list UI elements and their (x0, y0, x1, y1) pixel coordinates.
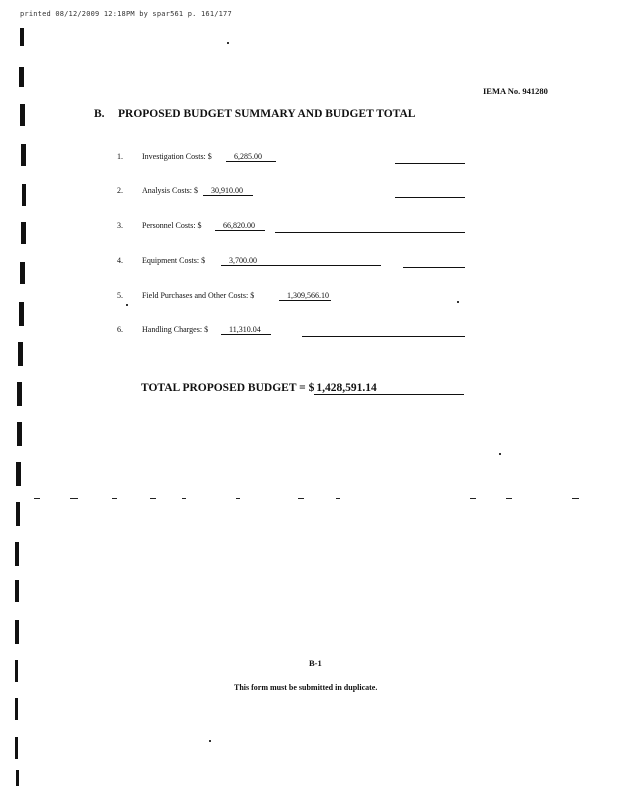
scan-artifact (470, 498, 476, 499)
blank-line (395, 197, 465, 198)
section-title: PROPOSED BUDGET SUMMARY AND BUDGET TOTAL (118, 108, 416, 120)
submission-note: This form must be submitted in duplicate. (234, 683, 378, 692)
total-budget (141, 382, 464, 395)
scan-artifact (298, 498, 304, 499)
scan-artifact (70, 498, 78, 499)
reference-number: IEMA No. 941280 (483, 86, 548, 96)
line-number: 5. (117, 291, 123, 300)
blank-line (302, 336, 465, 337)
line-amount: 1,309,566.10 (279, 291, 331, 301)
section-heading (94, 108, 415, 120)
scan-artifact (572, 498, 579, 499)
line-number: 2. (117, 186, 123, 195)
print-stamp: printed 08/12/2009 12:18PM by spar561 p. 161/177 (20, 10, 232, 18)
scan-artifact (150, 498, 156, 499)
blank-line (395, 163, 465, 164)
scan-artifact (34, 498, 40, 499)
line-label: Handling Charges: $ (142, 325, 209, 334)
line-number: 1. (117, 152, 123, 161)
blank-line (275, 232, 465, 233)
scan-speck (209, 740, 211, 742)
blank-line (403, 267, 465, 268)
scan-artifact (182, 498, 186, 499)
line-number: 4. (117, 256, 123, 265)
total-label: TOTAL PROPOSED BUDGET = $ (141, 382, 315, 394)
line-number: 3. (117, 221, 123, 230)
line-label: Analysis Costs: $ (142, 186, 199, 195)
scan-speck (227, 42, 229, 44)
section-letter: B. (94, 108, 105, 120)
line-label: Investigation Costs: $ (142, 152, 212, 161)
page-number: B-1 (309, 658, 322, 668)
line-number: 6. (117, 325, 123, 334)
line-amount: 30,910.00 (203, 186, 253, 196)
scan-artifact (112, 498, 117, 499)
scan-binding-marks (14, 22, 30, 792)
scan-artifact (506, 498, 512, 499)
line-amount: 3,700.00 (221, 256, 381, 266)
line-label: Field Purchases and Other Costs: $ (142, 291, 255, 300)
scan-speck (457, 301, 459, 303)
scan-artifact (236, 498, 240, 499)
line-label: Personnel Costs: $ (142, 221, 202, 230)
line-amount: 6,285.00 (226, 152, 276, 162)
total-amount: 1,428,591.14 (314, 382, 464, 395)
scan-speck (499, 453, 501, 455)
line-label: Equipment Costs: $ (142, 256, 206, 265)
line-amount: 11,310.04 (221, 325, 271, 335)
scan-artifact (336, 498, 340, 499)
line-amount: 66,820.00 (215, 221, 265, 231)
scan-speck (126, 304, 128, 306)
